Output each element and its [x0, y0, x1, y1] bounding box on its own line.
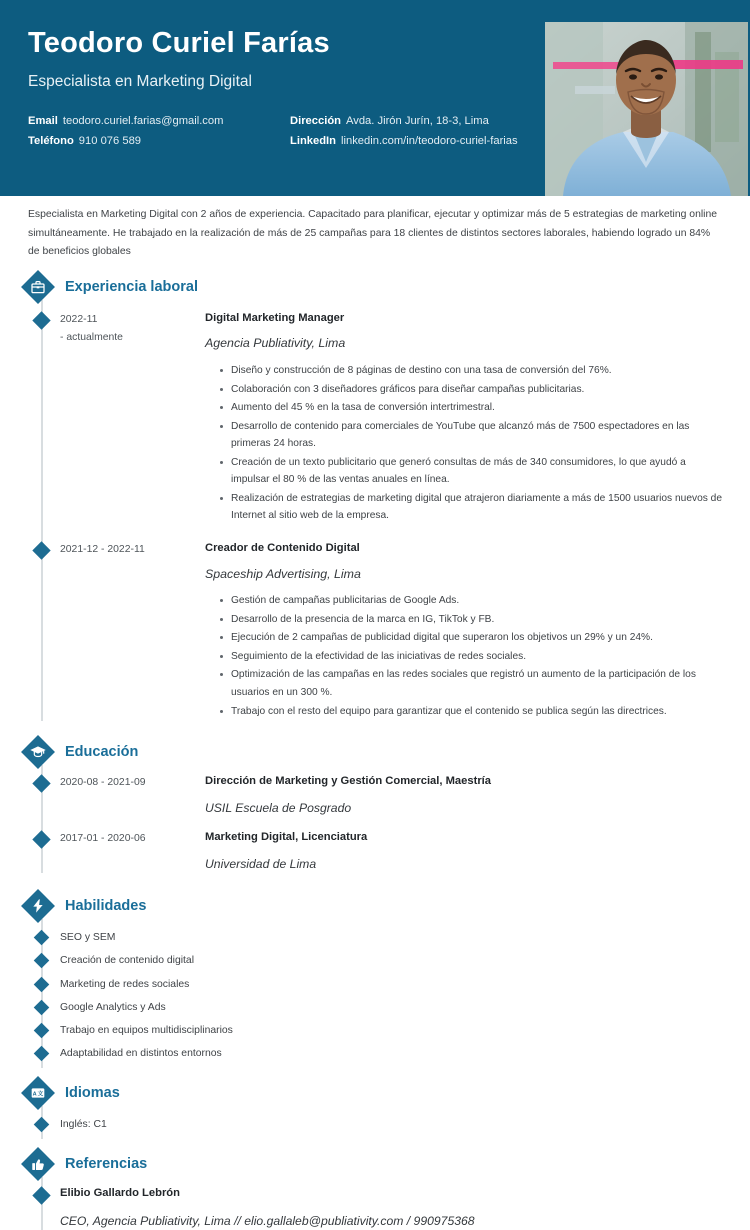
- timeline-marker: [32, 831, 50, 849]
- list-item: Colaboración con 3 diseñadores gráficos para diseñar campañas publicitarias.: [220, 381, 722, 399]
- skill-label: SEO y SEM: [60, 932, 116, 944]
- contact-email-label: Email: [28, 114, 58, 127]
- list-item: Trabajo con el resto del equipo para garantizar que el contenido se publica según las directrices.: [220, 703, 722, 721]
- list-item: Gestión de campañas publicitarias de Google Ads.: [220, 592, 722, 610]
- skill-label: Creación de contenido digital: [60, 955, 195, 967]
- contact-linkedin: [290, 135, 538, 147]
- list-item: [28, 953, 722, 969]
- education-dates: [60, 829, 205, 873]
- education-entry: [28, 829, 722, 873]
- experience-dates: [60, 540, 205, 721]
- skill-label: Marketing de redes sociales: [60, 978, 190, 990]
- section-title-skills: Habilidades: [65, 898, 147, 915]
- list-item: Optimización de las campañas en las redes sociales que registró un aumento de la participación de los usuarios en un 300 %.: [220, 666, 722, 701]
- section-experience: [28, 270, 722, 722]
- resume-body: [0, 196, 750, 1230]
- experience-date-end: - actualmente: [60, 331, 123, 343]
- timeline-marker: [32, 774, 50, 792]
- contact-linkedin-value: linkedin.com/in/teodoro-curiel-farias: [341, 134, 518, 147]
- list-item: [28, 1117, 722, 1133]
- svg-text:A: A: [32, 1091, 37, 1098]
- experience-org: Agencia Publiativity, Lima: [205, 336, 346, 351]
- skill-label: Google Analytics y Ads: [60, 1001, 166, 1013]
- contact-address-value: Avda. Jirón Jurín, 18-3, Lima: [345, 114, 489, 127]
- education-date-range: 2020-08 - 2021-09: [60, 777, 146, 789]
- contact-phone-value: 910 076 589: [78, 134, 142, 147]
- timeline-marker: [32, 311, 50, 329]
- section-header-experience: [28, 270, 722, 304]
- education-entry: [28, 773, 722, 817]
- experience-dates: [60, 310, 205, 526]
- skill-label: Adaptabilidad en distintos entornos: [60, 1047, 222, 1059]
- education-school: Universidad de Lima: [205, 857, 317, 871]
- experience-role: Digital Marketing Manager: [205, 311, 345, 324]
- experience-role: Creador de Contenido Digital: [205, 541, 360, 554]
- skill-label: Trabajo en equipos multidisciplinarios: [60, 1024, 233, 1036]
- briefcase-icon: [23, 272, 53, 302]
- experience-entry: [28, 310, 722, 526]
- timeline-marker: [34, 1023, 50, 1039]
- education-date-range: 2017-01 - 2020-06: [60, 833, 146, 845]
- contact-email-value: teodoro.curiel.farias@gmail.com: [62, 114, 224, 127]
- section-title-references: Referencias: [65, 1156, 148, 1173]
- list-item: [28, 1023, 722, 1039]
- timeline-marker: [34, 976, 50, 992]
- lightning-bolt-icon: [23, 891, 53, 921]
- thumbs-up-icon: [23, 1149, 53, 1179]
- section-header-languages: [28, 1076, 722, 1110]
- reference-entry: [28, 1185, 722, 1230]
- list-item: Seguimiento de la efectividad de las iniciativas de redes sociales.: [220, 648, 722, 666]
- timeline-marker: [34, 999, 50, 1015]
- timeline-marker: [32, 1186, 50, 1204]
- section-skills: [28, 889, 722, 1062]
- education-dates: [60, 773, 205, 817]
- section-title-experience: Experiencia laboral: [65, 278, 198, 295]
- profile-summary: Especialista en Marketing Digital con 2 años de experiencia. Capacitado para planificar, ejecutar y optimizar más de 5 estrategias de marketing online simultáneamente. He trabajado en la realización de más de 25 campañas para 18 clientes de distintos sectores laborales, habiendo logrado un 84% de beneficios globales: [28, 209, 718, 258]
- list-item: Diseño y construcción de 8 páginas de destino con una tasa de conversión del 76%.: [220, 362, 722, 380]
- timeline-marker: [34, 930, 50, 946]
- list-item: [28, 977, 722, 993]
- education-degree: Dirección de Marketing y Gestión Comercial, Maestría: [205, 775, 491, 788]
- language-label: Inglés: C1: [60, 1119, 107, 1131]
- list-item: Desarrollo de contenido para comerciales de YouTube que alcanzó más de 7500 espectadores en las primeras 24 horas.: [220, 418, 722, 453]
- translate-icon: [23, 1078, 53, 1108]
- contact-phone-label: Teléfono: [28, 134, 74, 147]
- list-item: Aumento del 45 % en la tasa de conversión intertrimestral.: [220, 399, 722, 417]
- list-item: Desarrollo de la presencia de la marca en IG, TikTok y FB.: [220, 611, 722, 629]
- contact-phone: [28, 135, 290, 147]
- timeline-marker: [34, 953, 50, 969]
- contact-linkedin-label: LinkedIn: [290, 134, 336, 147]
- svg-text:文: 文: [37, 1091, 44, 1098]
- job-title: Especialista en Marketing Digital: [28, 72, 252, 90]
- timeline-marker: [34, 1117, 50, 1133]
- experience-date-start: 2022-11: [60, 313, 98, 325]
- reference-name: Elibio Gallardo Lebrón: [60, 1187, 180, 1200]
- resume-header: [0, 0, 750, 196]
- section-header-education: [28, 735, 722, 769]
- list-item: Realización de estrategias de marketing digital que atrajeron diariamente a más de 1500 usuarios nuevos de Internet al sitio web de la empresa.: [220, 490, 722, 525]
- section-title-languages: Idiomas: [65, 1085, 120, 1102]
- experience-entry: [28, 540, 722, 721]
- timeline-marker: [32, 541, 50, 559]
- contact-address: [290, 115, 538, 127]
- page-title: Teodoro Curiel Farías: [28, 27, 330, 59]
- list-item: Creación de un texto publicitario que generó consultas de más de 340 consumidores, lo que ayudó a impulsar el 80 % de las ventas anuales en línea.: [220, 454, 722, 489]
- avatar: [545, 22, 748, 196]
- contact-details: [28, 115, 538, 147]
- list-item: [28, 930, 722, 946]
- section-education: [28, 735, 722, 873]
- list-item: Ejecución de 2 campañas de publicidad digital que superaron los objetivos un 29% y un 24%.: [220, 629, 722, 647]
- contact-email: [28, 115, 290, 127]
- experience-duties: [205, 592, 722, 720]
- experience-org: Spaceship Advertising, Lima: [205, 566, 361, 581]
- section-header-skills: [28, 889, 722, 923]
- experience-duties: [205, 362, 722, 525]
- education-school: USIL Escuela de Posgrado: [205, 800, 352, 815]
- list-item: [28, 1046, 722, 1062]
- graduation-cap-icon: [23, 737, 53, 767]
- contact-address-label: Dirección: [290, 114, 341, 127]
- experience-date-range: 2021-12 - 2022-11: [60, 543, 145, 555]
- section-references: [28, 1147, 722, 1230]
- timeline-marker: [34, 1046, 50, 1062]
- reference-detail: CEO, Agencia Publiativity, Lima // elio.gallaleb@publiativity.com / 990975368: [60, 1213, 475, 1228]
- profile-photo-illustration: [545, 22, 748, 196]
- section-title-education: Educación: [65, 744, 139, 761]
- section-header-references: [28, 1147, 722, 1181]
- section-languages: [28, 1076, 722, 1133]
- education-degree: Marketing Digital, Licenciatura: [205, 831, 368, 844]
- list-item: [28, 1000, 722, 1016]
